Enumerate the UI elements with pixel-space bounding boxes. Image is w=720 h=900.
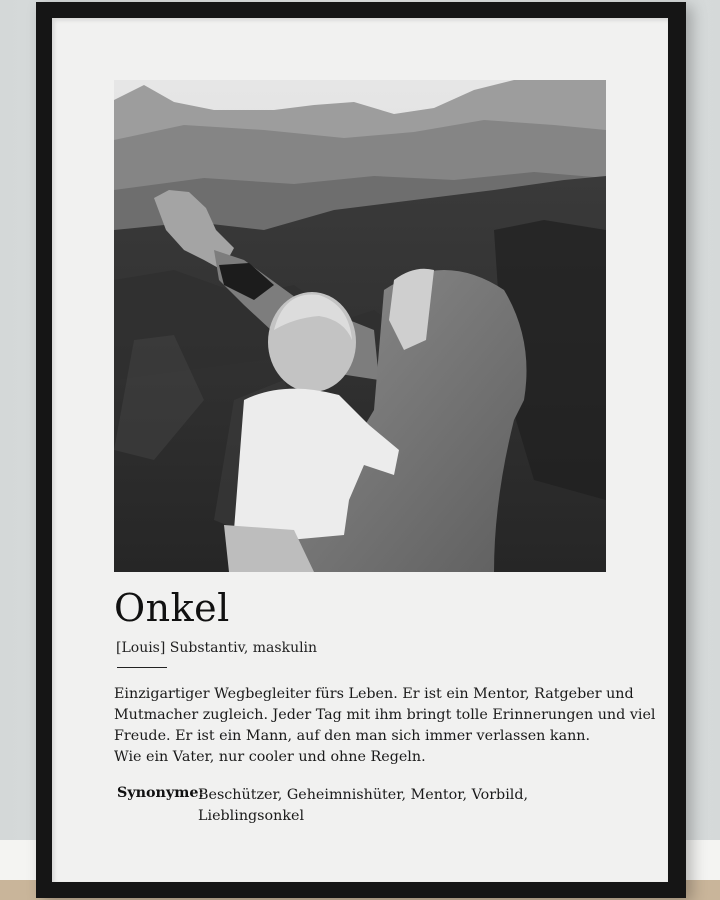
synonyms-line: Lieblingsonkel [198, 808, 305, 824]
divider-line [117, 667, 167, 668]
definition-line: Mutmacher zugleich. Jeder Tag mit ihm bringt tolle Erinnerungen und viel [114, 707, 656, 723]
synonyms-label: Synonyme: [117, 785, 204, 801]
photo-uncle-and-child [114, 80, 606, 572]
definition-line: Freude. Er ist ein Mann, auf den man sich immer verlassen kann. [114, 728, 591, 744]
definition-text [114, 684, 656, 768]
grammar-line: [Louis] Substantiv, maskulin [116, 640, 318, 656]
definition-line: Wie ein Vater, nur cooler und ohne Regeln. [114, 749, 426, 765]
dictionary-word-title: Onkel [114, 586, 230, 630]
synonyms-line: Beschützer, Geheimnishüter, Mentor, Vorbild, [198, 787, 529, 803]
definition-line: Einzigartiger Wegbegleiter fürs Leben. Er ist ein Mentor, Ratgeber und [114, 686, 634, 702]
synonyms-list [198, 785, 538, 827]
